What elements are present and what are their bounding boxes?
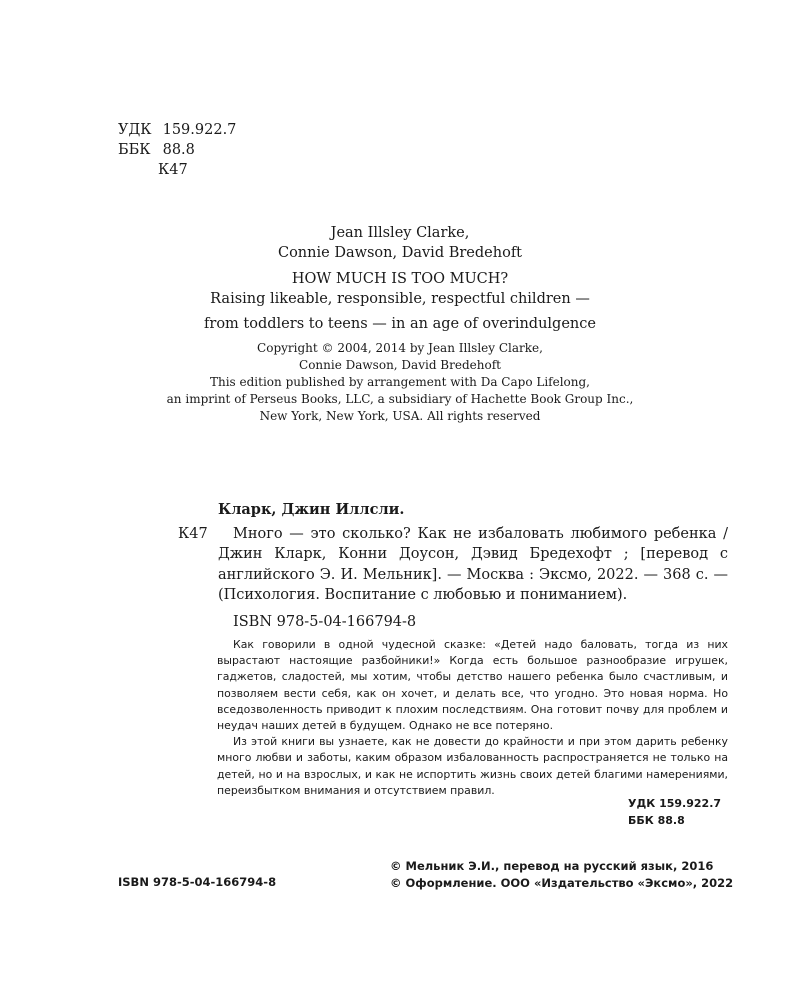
udk-small: УДК 159.922.7 xyxy=(628,797,722,810)
bbk-label: ББК xyxy=(118,142,151,158)
original-subtitle-line2: from toddlers to teens — in an age of overindulgence xyxy=(204,315,596,332)
author-code: К47 xyxy=(158,162,188,178)
copyright-line: New York, New York, USA. All rights reserved xyxy=(259,409,541,423)
classification-block xyxy=(118,120,236,180)
copyright-line: Copyright © 2004, 2014 by Jean Illsley Clarke, xyxy=(257,341,543,355)
bbk-small: ББК 88.8 xyxy=(628,814,685,827)
annotation xyxy=(217,637,728,799)
udk-row xyxy=(118,120,236,140)
copyright-design: © Оформление. ООО «Издательство «Эксмо», 2022 xyxy=(390,876,734,890)
copyright-translation: © Мельник Э.И., перевод на русский язык, 2016 xyxy=(390,859,714,873)
copyright-line: This edition published by arrangement with Da Capo Lifelong, xyxy=(209,375,590,389)
annotation-paragraph: Из этой книги вы узнаете, как не довести до крайности и при этом дарить ребенку много любви и заботы, каким образом избалованность распространяется не только на детей, но и на взрослых, и как не испортить жизнь своих детей благими намерениями, переизбытком внимания и отсутствием правил. xyxy=(217,735,728,797)
bib-author-heading: Кларк, Джин Иллсли. xyxy=(218,501,405,518)
annotation-paragraph: Как говорили в одной чудесной сказке: «Детей надо баловать, тогда из них вырастают настоящие разбойники!» Когда есть большое разнообразие игрушек, гаджетов, сладостей, мы хотим, чтобы детство нашего ребенка было счастливым, и позволяем вести себя, как он хочет, и делать все, что угодно. Это новая норма. Но вседозволенность приводит к плохим последствиям. Она готовит почву для проблем и неудач наших детей в будущем. Однако не все потеряно. xyxy=(217,638,728,733)
copyright-line: Connie Dawson, David Bredehoft xyxy=(299,358,501,372)
udk-label: УДК xyxy=(118,122,152,138)
original-title: HOW MUCH IS TOO MUCH? xyxy=(291,271,509,287)
bib-isbn: ISBN 978-5-04-166794-8 xyxy=(233,613,417,630)
bbk-row xyxy=(118,140,236,160)
isbn-footer: ISBN 978-5-04-166794-8 xyxy=(118,875,277,889)
bib-description: Много — это сколько? Как не избаловать любимого ребенка / Джин Кларк, Конни Доусон, Дэвид Бредехофт ; [перевод с английского Э. И. Мельник]. — Москва : Эксмо, 2022. — 368 с. — (Психология. Воспитание с любовью и пониманием). xyxy=(218,525,728,603)
footer-copyright xyxy=(390,858,733,892)
original-subtitle-line1: Raising likeable, responsible, respectful children — xyxy=(210,291,590,307)
bbk-value: 88.8 xyxy=(162,142,195,158)
original-edition-block xyxy=(100,223,700,334)
bibliographic-record xyxy=(178,500,728,632)
bib-code: К47 xyxy=(178,526,208,542)
copyright-notice xyxy=(100,340,700,425)
udk-value: 159.922.7 xyxy=(162,122,237,138)
original-authors-line2: Connie Dawson, David Bredehoft xyxy=(277,245,523,261)
copyright-line: an imprint of Perseus Books, LLC, a subsidiary of Hachette Book Group Inc., xyxy=(166,392,634,406)
udk-small-block xyxy=(628,795,728,829)
original-authors-line1: Jean Illsley Clarke, xyxy=(330,225,470,241)
